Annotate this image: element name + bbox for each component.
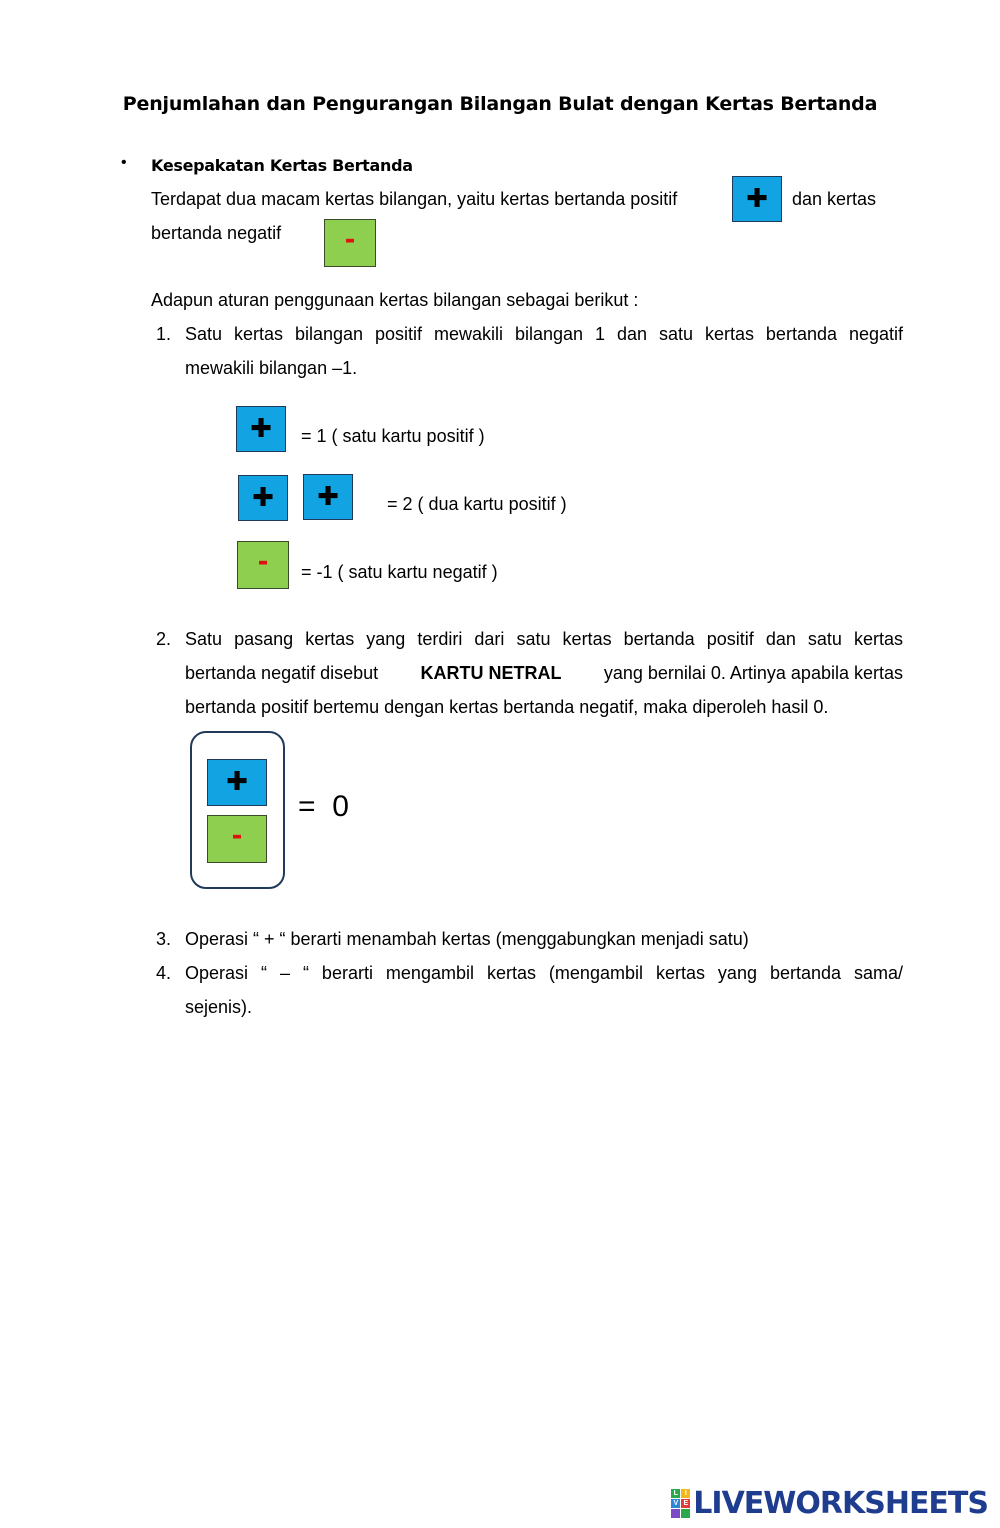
section-heading: Kesepakatan Kertas Bertanda (151, 156, 413, 175)
neutral-equation: = 0 (298, 790, 349, 823)
item-2-line-2 (185, 656, 903, 690)
item-2-number: 2. (156, 629, 172, 649)
rules-intro: Adapun aturan penggunaan kertas bilangan sebagai berikut : (151, 290, 639, 310)
item-3-number: 3. (156, 929, 172, 949)
neutral-positive-card (207, 759, 267, 806)
intro-line-1: Terdapat dua macam kertas bilangan, yaitu kertas bertanda positif (151, 189, 678, 209)
positive-card-intro (732, 176, 782, 222)
example-3-label: = -1 ( satu kartu negatif ) (301, 562, 498, 582)
kartu-netral-term: KARTU NETRAL (420, 663, 562, 683)
intro-line-1-end: dan kertas (792, 189, 877, 209)
example-positive-card (238, 475, 288, 521)
plus-icon: ✚ (250, 414, 272, 444)
minus-icon: - (344, 225, 356, 255)
item-2-line-3: bertanda positif bertemu dengan kertas bertanda negatif, maka diperoleh hasil 0. (185, 697, 829, 717)
item-1-line-2: mewakili bilangan –1. (185, 358, 358, 378)
item-4-line-1: Operasi “ – “ berarti mengambil kertas (mengambil kertas yang bertanda sama/ (185, 963, 903, 983)
logo-text: LIVEWORKSHEETS (693, 1486, 988, 1521)
plus-icon: ✚ (226, 767, 248, 797)
intro-line-2: bertanda negatif (151, 223, 282, 243)
example-2-label: = 2 ( dua kartu positif ) (387, 494, 567, 514)
item-1-line-1: Satu kertas bilangan positif mewakili bilangan 1 dan satu kertas bertanda negatif (185, 324, 903, 344)
neutral-negative-card (207, 815, 267, 863)
liveworksheets-logo[interactable] (671, 1486, 988, 1521)
example-negative-card (237, 541, 289, 589)
bullet-marker: • (121, 154, 127, 171)
logo-grid-icon: L I V E (671, 1489, 690, 1518)
item-1-number: 1. (156, 324, 172, 344)
item-3-line-1: Operasi “ + “ berarti menambah kertas (menggabungkan menjadi satu) (185, 929, 749, 949)
minus-icon: - (257, 547, 269, 577)
negative-card-intro (324, 219, 376, 267)
item-2-line-2-pre: bertanda negatif disebut (185, 663, 379, 683)
plus-icon: ✚ (252, 483, 274, 513)
example-1-label: = 1 ( satu kartu positif ) (301, 426, 485, 446)
minus-icon: - (231, 821, 243, 851)
plus-icon: ✚ (317, 482, 339, 512)
example-positive-card (236, 406, 286, 452)
item-2-line-2-post: yang bernilai 0. Artinya apabila kertas (603, 663, 903, 683)
item-4-line-2: sejenis). (185, 997, 253, 1017)
example-positive-card (303, 474, 353, 520)
page-title: Penjumlahan dan Pengurangan Bilangan Bulat dengan Kertas Bertanda (122, 93, 878, 115)
neutral-pair-box (190, 731, 285, 889)
plus-icon: ✚ (746, 184, 768, 214)
item-2-line-1: Satu pasang kertas yang terdiri dari satu kertas bertanda positif dan satu kertas (185, 629, 903, 649)
item-4-number: 4. (156, 963, 172, 983)
